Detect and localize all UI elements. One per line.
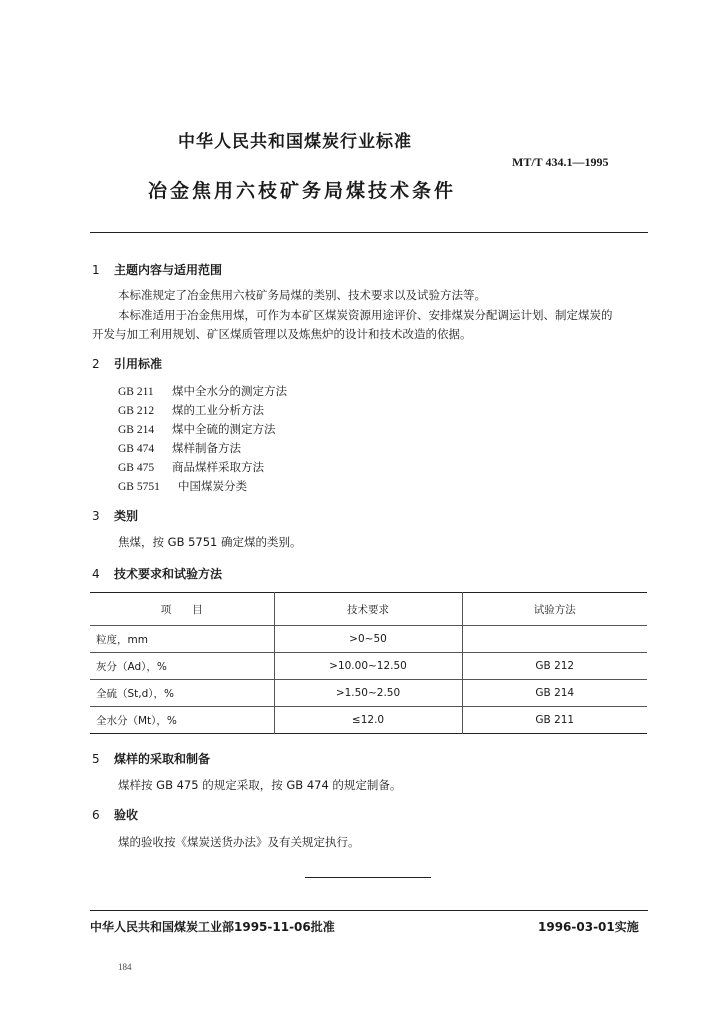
section-6-para: 煤的验收按《煤炭送货办法》及有关规定执行。 xyxy=(118,835,360,849)
section-5-heading xyxy=(92,750,210,767)
reference-item xyxy=(118,421,276,437)
table-row xyxy=(90,707,647,734)
reference-code: GB 211 xyxy=(118,386,154,398)
reference-code: GB 214 xyxy=(118,424,155,436)
section-1-para-2-line-2: 开发与加工利用规划、矿区煤质管理以及炼焦炉的设计和技术改造的依据。 xyxy=(92,327,472,341)
reference-name: 煤中全硫的测定方法 xyxy=(172,422,276,436)
document-title: 冶金焦用六枝矿务局煤技术条件 xyxy=(148,180,457,202)
cell-requirement: >1.50~2.50 xyxy=(274,680,462,707)
section-title: 技术要求和试验方法 xyxy=(114,567,223,581)
cell-item: 灰分（Ad），% xyxy=(90,653,274,680)
table-row xyxy=(90,626,647,653)
reference-item xyxy=(118,478,247,494)
reference-item xyxy=(118,402,264,418)
table-row xyxy=(90,680,647,707)
header-divider xyxy=(90,232,648,233)
reference-item xyxy=(118,459,264,475)
section-number: 5 xyxy=(92,752,100,766)
cell-item: 全硫（St,d），% xyxy=(90,680,274,707)
section-title: 验收 xyxy=(114,808,139,822)
section-6-heading xyxy=(92,806,138,823)
section-1-para-2-line-1: 本标准适用于冶金焦用煤，可作为本矿区煤炭资源用途评价、安排煤炭分配调运计划、制定煤炭的 xyxy=(118,308,613,322)
reference-code: GB 475 xyxy=(118,462,155,474)
reference-item xyxy=(118,440,241,456)
reference-name: 煤中全水分的测定方法 xyxy=(172,384,287,398)
standard-number: MT/T 434.1—1995 xyxy=(512,155,609,169)
cell-requirement: >0~50 xyxy=(274,626,462,653)
cell-item: 粒度，mm xyxy=(90,626,274,653)
cell-item: 全水分（Mt），% xyxy=(96,714,177,727)
section-1-heading xyxy=(92,261,222,278)
section-title: 类别 xyxy=(114,509,139,523)
cell-requirement: >10.00~12.50 xyxy=(274,653,462,680)
section-number: 2 xyxy=(92,357,100,371)
section-number: 3 xyxy=(92,509,100,523)
table-header-row xyxy=(90,593,647,626)
section-title: 引用标准 xyxy=(114,357,163,371)
section-5-para: 煤样按 GB 475 的规定采取，按 GB 474 的规定制备。 xyxy=(118,778,402,792)
cell-method: GB 211 xyxy=(462,707,647,734)
section-1-para-1: 本标准规定了冶金焦用六枝矿务局煤的类别、技术要求以及试验方法等。 xyxy=(118,288,486,302)
section-3-heading xyxy=(92,507,138,524)
implementation-date: 1996-03-01实施 xyxy=(538,920,639,934)
org-title: 中华人民共和国煤炭行业标准 xyxy=(178,132,412,152)
cell-requirement: ≤12.0 xyxy=(274,707,462,734)
cell-method: GB 212 xyxy=(462,653,647,680)
column-header-item: 项 目 xyxy=(90,593,274,626)
section-title: 煤样的采取和制备 xyxy=(114,752,211,766)
reference-name: 煤样制备方法 xyxy=(172,441,241,455)
section-number: 4 xyxy=(92,567,100,581)
reference-name: 中国煤炭分类 xyxy=(178,479,247,493)
page-number: 184 xyxy=(118,962,132,972)
section-number: 6 xyxy=(92,808,100,822)
section-2-heading xyxy=(92,355,162,372)
section-4-heading xyxy=(92,565,222,582)
section-number: 1 xyxy=(92,263,100,277)
reference-name: 商品煤样采取方法 xyxy=(172,460,264,474)
column-header-method: 试验方法 xyxy=(462,593,647,626)
approval-line: 中华人民共和国煤炭工业部1995-11-06批准 xyxy=(90,920,335,934)
section-3-para: 焦煤，按 GB 5751 确定煤的类别。 xyxy=(118,535,302,549)
section-title: 主题内容与适用范围 xyxy=(114,263,223,277)
reference-code: GB 474 xyxy=(118,443,155,455)
column-header-requirement: 技术要求 xyxy=(274,593,462,626)
cell-method: GB 214 xyxy=(462,680,647,707)
cell-method xyxy=(462,626,647,653)
requirements-table xyxy=(90,592,647,734)
footer-divider xyxy=(90,910,648,911)
reference-code: GB 5751 xyxy=(118,481,160,493)
table-row xyxy=(90,653,647,680)
reference-name: 煤的工业分析方法 xyxy=(172,403,264,417)
reference-item xyxy=(118,383,287,399)
end-rule xyxy=(305,877,431,878)
reference-code: GB 212 xyxy=(118,405,155,417)
